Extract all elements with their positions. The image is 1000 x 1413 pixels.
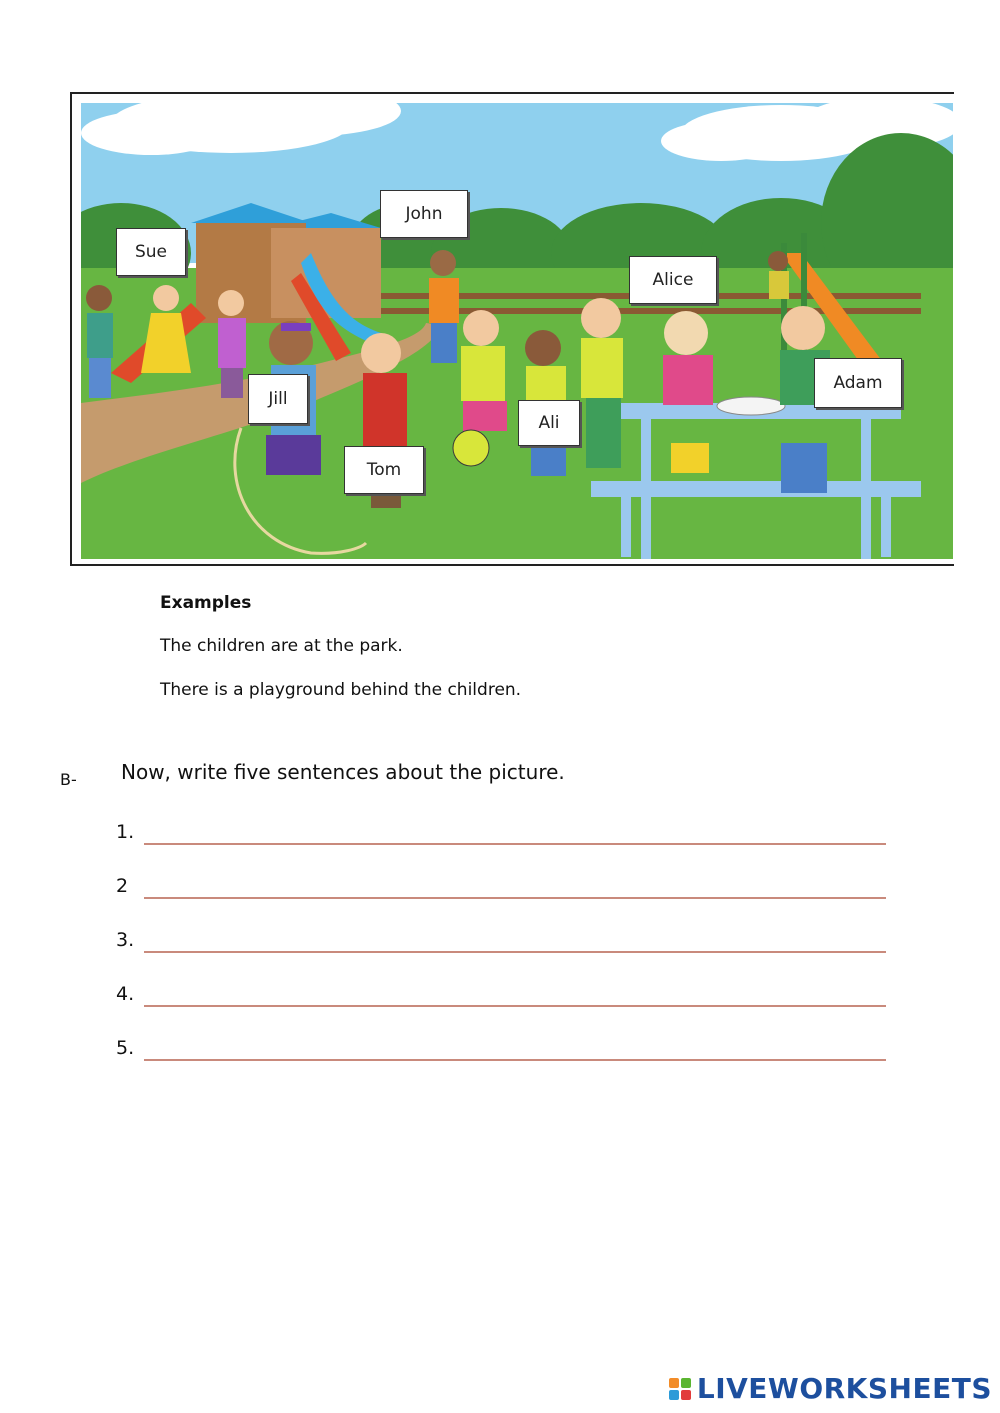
answer-number: 1. — [116, 821, 135, 843]
answer-line-3[interactable] — [144, 951, 886, 953]
park-illustration — [81, 103, 953, 559]
logo-icon — [669, 1378, 691, 1400]
answer-row-5 — [116, 1021, 886, 1061]
answer-row-3 — [116, 913, 886, 953]
name-label-sue: Sue — [116, 228, 186, 276]
answer-line-5[interactable] — [144, 1059, 886, 1061]
answer-number: 2 — [116, 875, 129, 897]
answer-number: 3. — [116, 929, 135, 951]
examples-heading: Examples — [160, 593, 252, 613]
example-sentence-2: There is a playground behind the children. — [160, 680, 522, 700]
answer-line-4[interactable] — [144, 1005, 886, 1007]
name-label-ali: Ali — [518, 400, 580, 446]
answer-number: 5. — [116, 1037, 135, 1059]
liveworksheets-logo — [669, 1372, 992, 1405]
answer-line-1[interactable] — [144, 843, 886, 845]
logo-square-red — [681, 1390, 691, 1400]
answer-number: 4. — [116, 983, 135, 1005]
answer-row-2 — [116, 859, 886, 899]
answer-row-4 — [116, 967, 886, 1007]
name-label-tom: Tom — [344, 446, 424, 494]
park-picture — [70, 92, 954, 566]
logo-square-orange — [669, 1378, 679, 1388]
name-label-john: John — [380, 190, 468, 238]
section-letter: B- — [60, 770, 77, 789]
name-label-jill: Jill — [248, 374, 308, 424]
example-sentence-1: The children are at the park. — [160, 636, 403, 656]
name-label-adam: Adam — [814, 358, 902, 408]
plate — [717, 397, 785, 415]
name-label-alice: Alice — [629, 256, 717, 304]
answer-row-1 — [116, 805, 886, 845]
brand-name: LIVEWORKSHEETS — [696, 1372, 992, 1405]
task-instruction: Now, write five sentences about the picture. — [121, 760, 565, 784]
logo-square-blue — [669, 1390, 679, 1400]
logo-square-green — [681, 1378, 691, 1388]
answer-line-2[interactable] — [144, 897, 886, 899]
